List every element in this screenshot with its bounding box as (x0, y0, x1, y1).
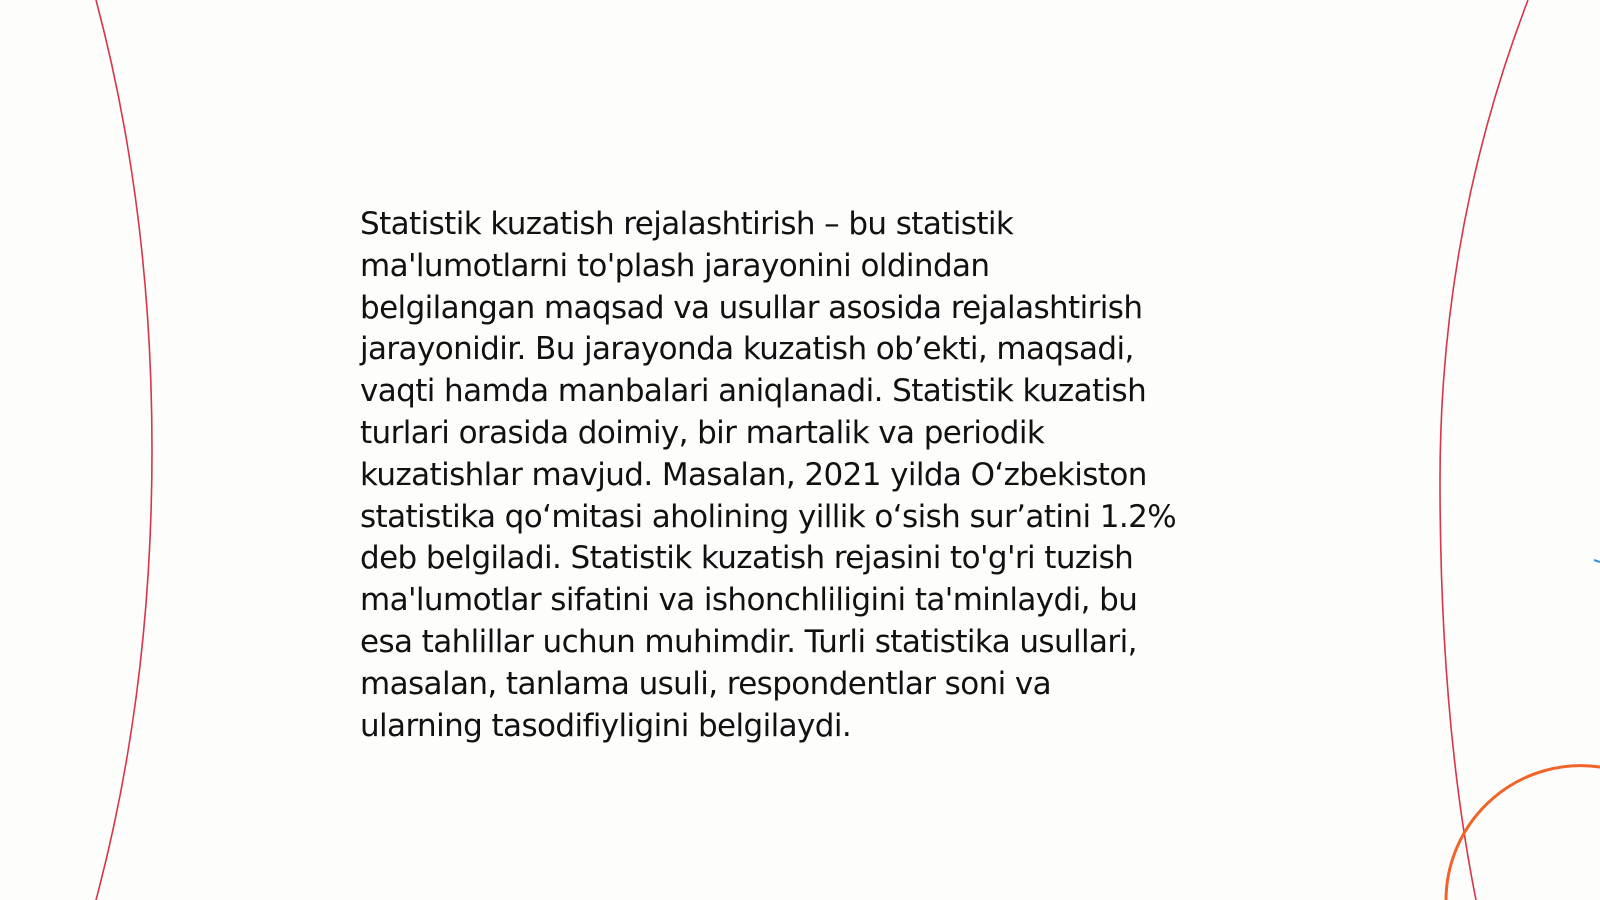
paragraph-line: kuzatishlar mavjud. Masalan, 2021 yilda O‘zbekiston (360, 456, 1147, 493)
paragraph-line: esa tahlillar uchun muhimdir. Turli statistika usullari, (360, 623, 1137, 660)
paragraph-line: deb belgiladi. Statistik kuzatish rejasini to'g'ri tuzish (360, 540, 1134, 577)
blue-mark-decoration (1594, 560, 1600, 562)
paragraph-line: ma'lumotlar sifatini va ishonchliligini ta'minlaydi, bu (360, 582, 1138, 619)
paragraph-line: statistika qo‘mitasi aholining yillik o‘sish sur’atini 1.2% (360, 498, 1177, 535)
paragraph-line: belgilangan maqsad va usullar asosida rejalashtirish (360, 289, 1143, 326)
paragraph-line: masalan, tanlama usuli, respondentlar soni va (360, 665, 1052, 702)
paragraph-line: vaqti hamda manbalari aniqlanadi. Statistik kuzatish (360, 373, 1147, 410)
paragraph-line: Statistik kuzatish rejalashtirish – bu statistik (360, 206, 1014, 242)
left-arc-decoration (96, 0, 152, 900)
paragraph-line: jarayonidir. Bu jarayonda kuzatish ob’ekti, maqsadi, (360, 331, 1134, 368)
body-paragraph (360, 204, 1240, 747)
paragraph-line: ma'lumotlarni to'plash jarayonini oldindan (360, 247, 990, 284)
paragraph-line: turlari orasida doimiy, bir martalik va periodik (360, 414, 1045, 451)
right-arc-decoration (1440, 0, 1528, 900)
paragraph-line: ularning tasodifiyligini belgilaydi. (360, 707, 852, 744)
orange-circle-decoration (1446, 766, 1600, 900)
